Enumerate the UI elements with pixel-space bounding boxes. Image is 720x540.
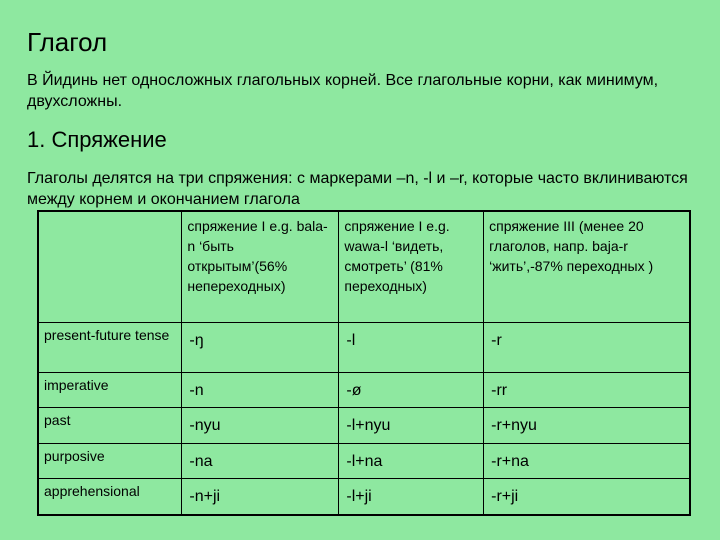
table-cell: -l+na [339, 443, 484, 478]
table-row [38, 407, 690, 443]
table-row [38, 322, 690, 372]
table-cell: -ŋ [182, 322, 339, 372]
table-cell: -na [182, 443, 339, 478]
header-cell-conjugation-2: спряжение I e.g. wawa-l ‘видеть, смотреть’ (81% переходных) [339, 211, 484, 322]
header-cell-conjugation-3: спряжение III (менее 20 глаголов, напр. baja-r ‘жить’,-87% переходных ) [484, 211, 690, 322]
table-cell: -r+nyu [484, 407, 690, 443]
section-heading: 1. Спряжение [27, 127, 167, 152]
table-cell: -l [339, 322, 484, 372]
table-cell: -l+nyu [339, 407, 484, 443]
table-cell: -n+ji [182, 478, 339, 515]
page-title: Глагол [27, 27, 108, 57]
table-row [38, 478, 690, 515]
table-cell: -r+na [484, 443, 690, 478]
row-label: purposive [38, 443, 182, 478]
row-label: apprehensional [38, 478, 182, 515]
table-cell: -ø [339, 372, 484, 407]
header-cell-conjugation-1: спряжение I e.g. bala-n ‘быть открытым’(56% непереходных) [182, 211, 339, 322]
table-header-row [38, 211, 690, 322]
table-cell: -r [484, 322, 690, 372]
table-row [38, 443, 690, 478]
header-cell-empty [38, 211, 182, 322]
row-label: imperative [38, 372, 182, 407]
conjugation-table [37, 210, 691, 516]
table-cell: -l+ji [339, 478, 484, 515]
row-label: present-future tense [38, 322, 182, 372]
table-cell: -r+ji [484, 478, 690, 515]
table-cell: -rr [484, 372, 690, 407]
section-paragraph: Глаголы делятся на три спряжения: с маркерами –n, -l и –r, которые часто вклиниваются между корнем и окончанием глагола [27, 170, 688, 208]
intro-paragraph: В Йидинь нет односложных глагольных корней. Все глагольные корни, как минимум, двухсложны. [27, 72, 659, 110]
table-cell: -n [182, 372, 339, 407]
table-row [38, 372, 690, 407]
row-label: past [38, 407, 182, 443]
table-cell: -nyu [182, 407, 339, 443]
